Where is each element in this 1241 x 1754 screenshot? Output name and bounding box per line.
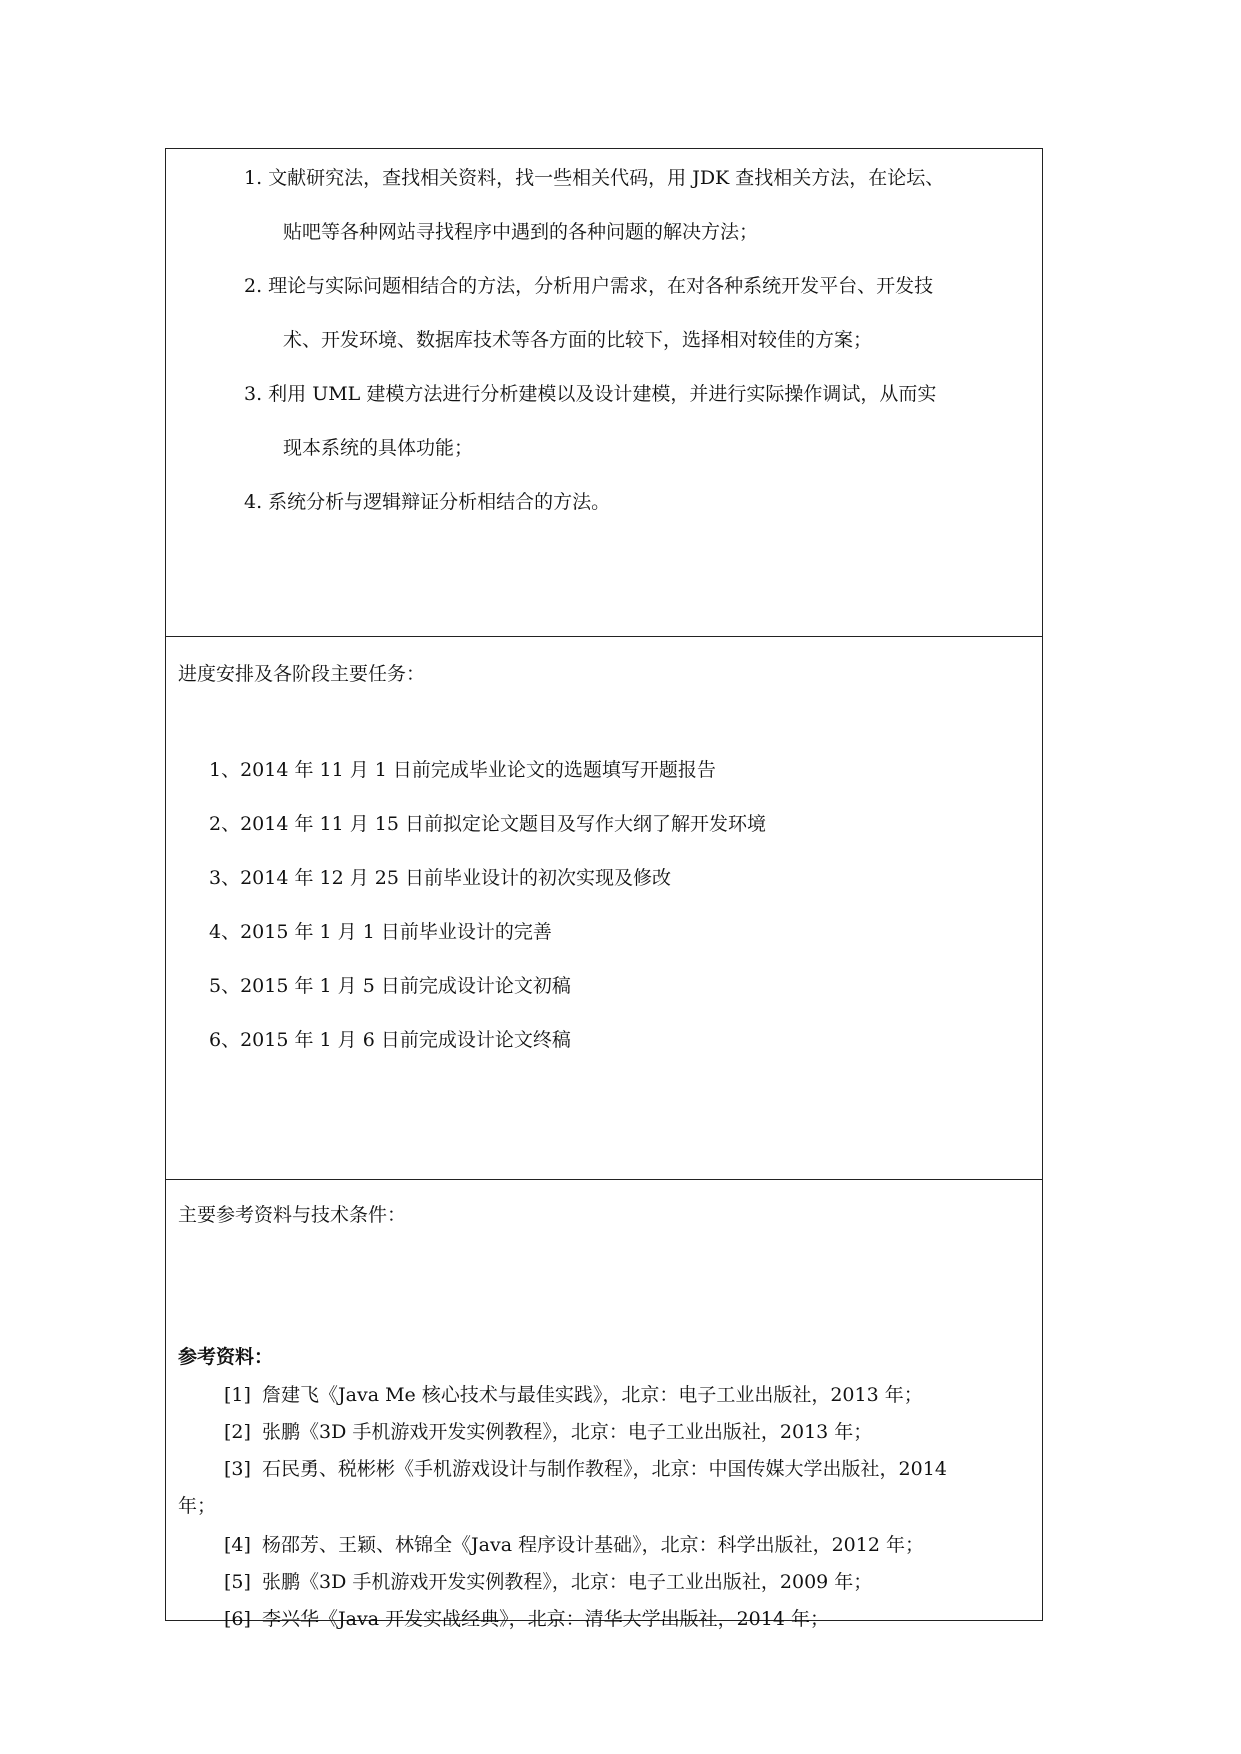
reference-text: 李兴华《Java 开发实战经典》，北京：清华大学出版社，2014 年； <box>262 1608 829 1630</box>
method-item-3-line2: 现本系统的具体功能； <box>283 437 474 459</box>
reference-item-6 <box>224 1604 829 1631</box>
method-item-3-line1: 3. 利用 UML 建模方法进行分析建模以及设计建模，并进行实际操作调试，从而实 <box>244 383 937 405</box>
method-item-1-line2: 贴吧等各种网站寻找程序中遇到的各种问题的解决方法； <box>283 221 759 243</box>
schedule-item-2: 2、2014 年 11 月 15 日前拟定论文题目及写作大纲了解开发环境 <box>209 813 766 835</box>
method-item-2 <box>244 259 1026 367</box>
reference-number: [1] <box>224 1384 251 1406</box>
method-item-4 <box>244 475 1026 529</box>
proposal-form-table <box>165 148 1043 1630</box>
schedule-item-4: 4、2015 年 1 月 1 日前毕业设计的完善 <box>209 921 552 943</box>
method-item-2-line2: 术、开发环境、数据库技术等各方面的比较下，选择相对较佳的方案； <box>283 329 873 351</box>
reference-text: 詹建飞《Java Me 核心技术与最佳实践》，北京：电子工业出版社，2013 年； <box>262 1384 923 1406</box>
references-section <box>166 1180 1042 1630</box>
schedule-item-6: 6、2015 年 1 月 6 日前完成设计论文终稿 <box>209 1029 571 1051</box>
schedule-section <box>166 637 1042 1180</box>
reference-number: [6] <box>224 1608 251 1630</box>
reference-number: [3] <box>224 1458 251 1480</box>
reference-item-5 <box>224 1567 872 1594</box>
reference-item-1 <box>224 1380 923 1407</box>
schedule-title: 进度安排及各阶段主要任务： <box>178 663 426 685</box>
reference-number: [4] <box>224 1534 251 1556</box>
reference-text: 张鹏《3D 手机游戏开发实例教程》，北京：电子工业出版社，2013 年； <box>262 1421 873 1443</box>
schedule-item-3: 3、2014 年 12 月 25 日前毕业设计的初次实现及修改 <box>209 867 671 889</box>
reference-text: 张鹏《3D 手机游戏开发实例教程》，北京：电子工业出版社，2009 年； <box>262 1571 873 1593</box>
reference-item-4 <box>224 1530 924 1557</box>
references-heading: 参考资料： <box>178 1346 274 1368</box>
reference-item-3-continuation: 年； <box>178 1495 217 1517</box>
schedule-item-1: 1、2014 年 11 月 1 日前完成毕业论文的选题填写开题报告 <box>209 759 716 781</box>
reference-item-3 <box>224 1454 947 1481</box>
method-item-4-line1: 4. 系统分析与逻辑辩证分析相结合的方法。 <box>244 491 611 513</box>
reference-item-2 <box>224 1417 872 1444</box>
reference-text: 杨邵芳、王颖、林锦全《Java 程序设计基础》，北京：科学出版社，2012 年； <box>262 1534 924 1556</box>
schedule-item-5: 5、2015 年 1 月 5 日前完成设计论文初稿 <box>209 975 571 997</box>
method-item-2-line1: 2. 理论与实际问题相结合的方法，分析用户需求，在对各种系统开发平台、开发技 <box>244 275 934 297</box>
method-item-1-line1: 1. 文献研究法，查找相关资料，找一些相关代码，用 JDK 查找相关方法，在论坛、 <box>244 167 945 189</box>
research-methods-section <box>166 149 1042 637</box>
reference-text: 石民勇、税彬彬《手机游戏设计与制作教程》，北京：中国传媒大学出版社，2014 <box>262 1458 947 1480</box>
reference-number: [5] <box>224 1571 251 1593</box>
reference-number: [2] <box>224 1421 251 1443</box>
method-item-1 <box>244 151 1026 259</box>
method-item-3 <box>244 367 1026 475</box>
references-title: 主要参考资料与技术条件： <box>178 1204 407 1226</box>
